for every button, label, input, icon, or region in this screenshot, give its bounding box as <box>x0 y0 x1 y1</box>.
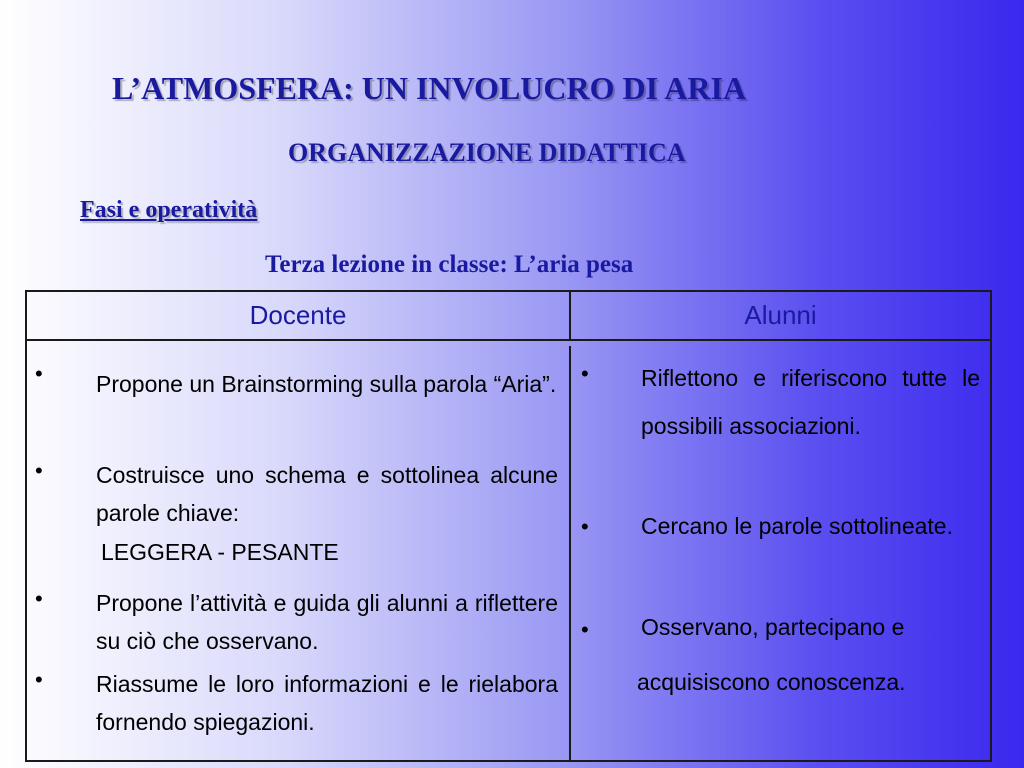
bullet-icon: • <box>581 514 589 539</box>
bullet-icon: • <box>35 586 43 611</box>
bullet-icon: • <box>581 361 589 386</box>
alunni-continuation: acquisiscono conoscenza. <box>637 669 906 695</box>
docente-item-2: Costruisce uno schema e sottolinea alcune parole chiave: <box>96 462 558 526</box>
bullet-icon: • <box>35 361 43 386</box>
bullet-icon: • <box>35 458 43 483</box>
section-heading: Fasi e operatività <box>80 197 258 223</box>
docente-item-3: Propone l’attività e guida gli alunni a riflettere su ciò che osservano. <box>96 590 558 654</box>
slide-subtitle: ORGANIZZAZIONE DIDATTICA <box>288 138 686 167</box>
header-docente: Docente <box>27 292 571 341</box>
docente-item-1: Propone un Brainstorming sulla parola “Aria”. <box>96 371 557 397</box>
lesson-title: Terza lezione in classe: L’aria pesa <box>265 251 634 278</box>
docente-column <box>27 346 571 760</box>
header-alunni: Alunni <box>571 292 990 341</box>
activity-table <box>25 290 992 762</box>
alunni-column <box>571 346 990 760</box>
bullet-icon: • <box>581 617 589 642</box>
alunni-item-2: Cercano le parole sottolineate. <box>641 513 953 539</box>
alunni-item-3: Osservano, partecipano e <box>641 614 905 640</box>
alunni-item-1: Riflettono e riferiscono tutte le possibili associazioni. <box>641 365 980 439</box>
docente-keywords: LEGGERA - PESANTE <box>101 539 339 565</box>
bullet-icon: • <box>35 667 43 692</box>
docente-item-4: Riassume le loro informazioni e le rielabora fornendo spiegazioni. <box>96 671 558 735</box>
slide-title: L’ATMOSFERA: UN INVOLUCRO DI ARIA <box>112 70 747 106</box>
